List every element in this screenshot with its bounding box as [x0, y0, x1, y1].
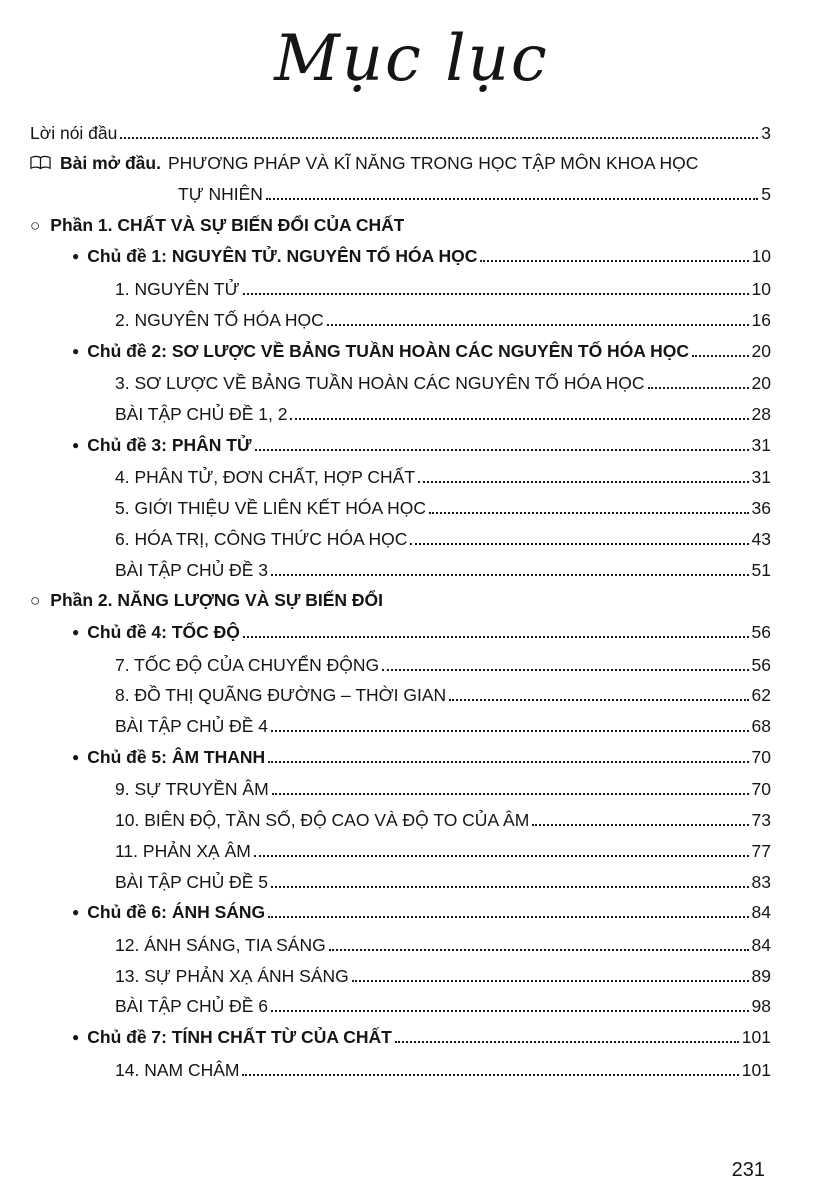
- entry-label: Chủ đề 3: PHÂN TỬ: [87, 434, 252, 455]
- bullet-icon: ●: [72, 905, 80, 920]
- leader-dots: [410, 543, 748, 545]
- entry-label: 5. GIỚI THIỆU VỀ LIÊN KẾT HÓA HỌC: [115, 498, 426, 519]
- entry-page-number: 28: [751, 404, 771, 424]
- toc-entry: [30, 430, 771, 463]
- toc-entry: [30, 991, 771, 1022]
- entry-page-number: 101: [741, 1059, 771, 1080]
- entry-page-number: 5: [761, 184, 771, 205]
- leader-dots: [254, 855, 749, 857]
- entry-page-number: 56: [751, 621, 771, 642]
- bullet-icon: ●: [72, 343, 80, 358]
- toc-entry: [30, 1022, 771, 1055]
- entry-page-number: 10: [751, 246, 771, 267]
- entry-page-number: 56: [751, 654, 771, 675]
- entry-page-number: 16: [751, 309, 771, 330]
- book-icon: [30, 148, 51, 179]
- entry-page-number: 20: [751, 373, 771, 394]
- entry-label: 8. ĐỒ THỊ QUÃNG ĐƯỜNG – THỜI GIAN: [115, 685, 447, 706]
- toc-entry: [30, 524, 771, 555]
- entry-page-number: 31: [751, 434, 771, 455]
- entry-label: BÀI TẬP CHỦ ĐỀ 4: [115, 716, 269, 737]
- leader-dots: [242, 1074, 738, 1076]
- entry-page-number: 36: [751, 498, 771, 519]
- entry-label: 4. PHÂN TỬ, ĐƠN CHẤT, HỢP CHẤT: [115, 467, 416, 488]
- toc-entry: [30, 148, 771, 179]
- leader-dots: [266, 198, 758, 200]
- toc-entry: [30, 399, 771, 430]
- entry-title-text: PHƯƠNG PHÁP VÀ KĨ NĂNG TRONG HỌC TẬP MÔN KHOA HỌC: [167, 153, 699, 174]
- toc-list: [0, 96, 823, 1086]
- entry-label: 2. NGUYÊN TỐ HÓA HỌC: [115, 309, 324, 330]
- toc-entry: [30, 836, 771, 867]
- toc-entry: [30, 118, 771, 149]
- toc-entry: [30, 210, 771, 242]
- entry-label: 10. BIÊN ĐỘ, TẦN SỐ, ĐỘ CAO VÀ ĐỘ TO CỦA ÂM: [115, 810, 530, 831]
- entry-label: Chủ đề 6: ÁNH SÁNG: [87, 902, 266, 923]
- entry-label: 12. ÁNH SÁNG, TIA SÁNG: [115, 934, 326, 955]
- leader-dots: [272, 793, 749, 795]
- entry-label-continued: TỰ NHIÊN: [178, 184, 263, 205]
- bullet-icon: ●: [72, 749, 80, 764]
- entry-page-number: 43: [751, 528, 771, 549]
- toc-entry: [30, 867, 771, 898]
- entry-page-number: 89: [751, 965, 771, 986]
- leader-dots: [271, 1010, 749, 1012]
- footer-page-number: 231: [731, 1159, 765, 1181]
- leader-dots: [327, 324, 749, 326]
- bullet-icon: ●: [72, 624, 80, 639]
- leader-dots: [268, 916, 748, 918]
- toc-entry: [30, 617, 771, 650]
- leader-dots: [429, 512, 749, 514]
- leader-dots: [120, 137, 758, 139]
- entry-label: 13. SỰ PHẢN XẠ ÁNH SÁNG: [115, 965, 349, 986]
- entry-label: Phần 2. NĂNG LƯỢNG VÀ SỰ BIẾN ĐỔI: [50, 590, 384, 611]
- entry-page-number: 51: [751, 559, 771, 580]
- toc-entry: [30, 368, 771, 399]
- toc-entry: [30, 961, 771, 992]
- leader-dots: [243, 293, 749, 295]
- toc-entry: [30, 585, 771, 617]
- entry-label: [60, 148, 698, 179]
- page-title: Mục lục: [274, 22, 549, 96]
- leader-dots: [382, 669, 748, 671]
- leader-dots: [271, 886, 749, 888]
- entry-label: 7. TỐC ĐỘ CỦA CHUYỂN ĐỘNG: [115, 654, 380, 675]
- entry-page-number: 77: [751, 840, 771, 861]
- entry-label: 6. HÓA TRỊ, CÔNG THỨC HÓA HỌC: [115, 528, 408, 549]
- entry-label: BÀI TẬP CHỦ ĐỀ 3: [115, 559, 269, 580]
- leader-dots: [532, 824, 748, 826]
- entry-label: 1. NGUYÊN TỬ: [115, 279, 240, 300]
- toc-entry: [30, 774, 771, 805]
- part-circle-icon: ○: [30, 215, 41, 235]
- part-circle-icon: ○: [30, 591, 41, 611]
- entry-page-number: 83: [751, 871, 771, 892]
- leader-dots: [395, 1041, 739, 1043]
- entry-page-number: 70: [751, 746, 771, 767]
- entry-label: Chủ đề 2: SƠ LƯỢC VỀ BẢNG TUẦN HOÀN CÁC NGUYÊN TỐ HÓA HỌC: [87, 340, 690, 361]
- leader-dots: [648, 387, 749, 389]
- entry-label: 3. SƠ LƯỢC VỀ BẢNG TUẦN HOÀN CÁC NGUYÊN TỐ HÓA HỌC: [115, 373, 645, 394]
- entry-page-number: 84: [751, 934, 771, 955]
- toc-entry: [30, 462, 771, 493]
- toc-entry: [30, 493, 771, 524]
- toc-entry: [30, 305, 771, 336]
- toc-entry: [30, 1055, 771, 1086]
- entry-page-number: 98: [751, 996, 771, 1017]
- entry-label: BÀI TẬP CHỦ ĐỀ 6: [115, 996, 269, 1017]
- leader-dots: [418, 481, 748, 483]
- entry-label: Chủ đề 1: NGUYÊN TỬ. NGUYÊN TỐ HÓA HỌC: [87, 246, 478, 267]
- entry-page-number: 20: [751, 340, 771, 361]
- entry-label: BÀI TẬP CHỦ ĐỀ 5: [115, 871, 269, 892]
- toc-entry: [30, 805, 771, 836]
- leader-dots: [268, 761, 748, 763]
- entry-label: Chủ đề 5: ÂM THANH: [87, 746, 266, 767]
- bullet-icon: ●: [72, 249, 80, 264]
- entry-page-number: 10: [751, 279, 771, 300]
- entry-page-number: 31: [751, 467, 771, 488]
- entry-page-number: 62: [751, 685, 771, 706]
- entry-page-number: 84: [751, 902, 771, 923]
- leader-dots: [449, 699, 748, 701]
- entry-label: Phần 1. CHẤT VÀ SỰ BIẾN ĐỔI CỦA CHẤT: [50, 214, 405, 235]
- leader-dots: [692, 355, 748, 357]
- toc-entry: [30, 711, 771, 742]
- toc-entry: [30, 274, 771, 305]
- entry-page-number: 68: [751, 716, 771, 737]
- bullet-icon: ●: [72, 437, 80, 452]
- leader-dots: [255, 449, 749, 451]
- toc-entry: [30, 742, 771, 775]
- leader-dots: [329, 949, 749, 951]
- entry-page-number: 3: [761, 122, 771, 143]
- toc-entry: [30, 930, 771, 961]
- toc-entry: [30, 336, 771, 369]
- entry-label: Chủ đề 4: TỐC ĐỘ: [87, 621, 240, 642]
- entry-label: Lời nói đầu: [30, 122, 118, 143]
- entry-label: 9. SỰ TRUYỀN ÂM: [115, 779, 269, 800]
- toc-entry: [30, 179, 771, 210]
- entry-prefix: Bài mở đầu.: [60, 153, 161, 174]
- leader-dots: [352, 980, 749, 982]
- leader-dots: [271, 730, 749, 732]
- entry-label: 14. NAM CHÂM: [115, 1059, 240, 1080]
- entry-label: Chủ đề 7: TÍNH CHẤT TỪ CỦA CHẤT: [87, 1027, 392, 1048]
- toc-entry: [30, 897, 771, 930]
- leader-dots: [480, 260, 748, 262]
- leader-dots: [290, 418, 748, 420]
- entry-label: BÀI TẬP CHỦ ĐỀ 1, 2: [115, 404, 288, 424]
- toc-entry: [30, 241, 771, 274]
- leader-dots: [271, 574, 749, 576]
- bullet-icon: ●: [72, 1030, 80, 1045]
- entry-label: 11. PHẢN XẠ ÂM: [115, 840, 251, 861]
- entry-page-number: 101: [741, 1027, 771, 1048]
- leader-dots: [243, 636, 749, 638]
- toc-entry: [30, 555, 771, 586]
- toc-entry: [30, 680, 771, 711]
- entry-page-number: 73: [751, 810, 771, 831]
- toc-entry: [30, 650, 771, 681]
- entry-page-number: 70: [751, 779, 771, 800]
